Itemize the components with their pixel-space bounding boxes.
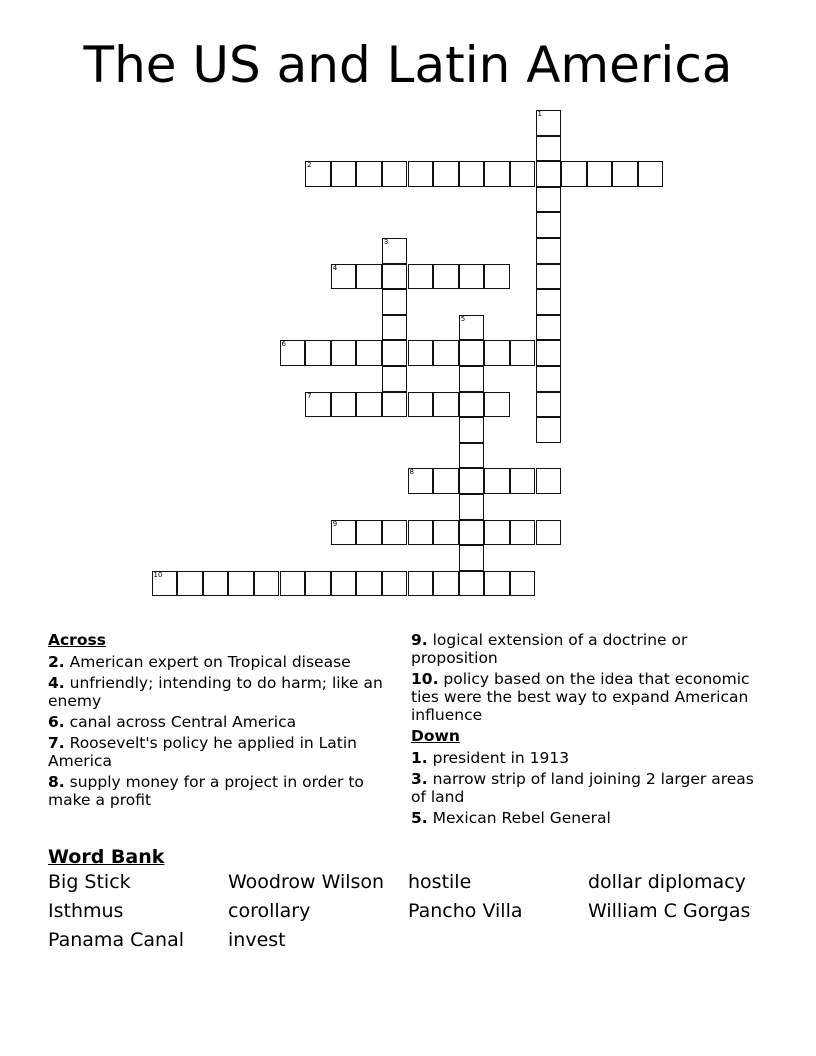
clues-left-column bbox=[48, 631, 388, 812]
across-heading: Across bbox=[48, 631, 106, 649]
clue-number: 3. bbox=[411, 770, 428, 788]
clue-number: 6. bbox=[48, 713, 65, 731]
grid-cell[interactable] bbox=[484, 161, 510, 187]
word-bank-item: Panama Canal bbox=[48, 929, 184, 951]
grid-cell[interactable] bbox=[152, 571, 178, 597]
grid-cell[interactable] bbox=[536, 340, 562, 366]
grid-cell[interactable] bbox=[459, 494, 485, 520]
grid-cell[interactable] bbox=[408, 161, 434, 187]
cell-number: 10 bbox=[153, 570, 163, 579]
clue-text: narrow strip of land joining 2 larger areas of land bbox=[411, 770, 754, 806]
clue-number: 4. bbox=[48, 674, 65, 692]
grid-cell[interactable] bbox=[536, 520, 562, 546]
word-bank bbox=[48, 872, 788, 951]
word-bank-item: hostile bbox=[408, 871, 472, 893]
grid-cell[interactable] bbox=[356, 520, 382, 546]
grid-cell[interactable] bbox=[433, 340, 459, 366]
grid-cell[interactable] bbox=[382, 340, 408, 366]
down-heading: Down bbox=[411, 727, 460, 745]
grid-cell[interactable] bbox=[587, 161, 613, 187]
grid-cell[interactable] bbox=[484, 468, 510, 494]
grid-cell[interactable] bbox=[536, 468, 562, 494]
cell-number: 4 bbox=[332, 263, 338, 272]
cell-number: 2 bbox=[307, 161, 312, 170]
grid-cell[interactable] bbox=[408, 520, 434, 546]
grid-cell[interactable] bbox=[331, 571, 357, 597]
grid-cell[interactable] bbox=[459, 443, 485, 469]
grid-cell[interactable] bbox=[408, 571, 434, 597]
grid-cell[interactable] bbox=[536, 392, 562, 418]
cell-number: 3 bbox=[383, 238, 389, 246]
grid-cell[interactable] bbox=[459, 161, 485, 187]
clue-down-1 bbox=[411, 749, 756, 767]
clue-number: 8. bbox=[48, 773, 65, 791]
grid-cell[interactable] bbox=[356, 340, 382, 366]
grid-cell[interactable] bbox=[638, 161, 664, 187]
grid-cell[interactable] bbox=[356, 571, 382, 597]
clue-text: canal across Central America bbox=[69, 713, 297, 731]
grid-cell[interactable] bbox=[382, 315, 408, 341]
grid-cell[interactable] bbox=[382, 264, 408, 290]
grid-cell[interactable] bbox=[536, 238, 562, 264]
grid-cell[interactable] bbox=[433, 161, 459, 187]
grid-cell[interactable] bbox=[484, 340, 510, 366]
grid-cell[interactable] bbox=[356, 264, 382, 290]
cell-number: 5 bbox=[460, 314, 466, 323]
grid-cell[interactable] bbox=[484, 520, 510, 546]
grid-cell[interactable] bbox=[459, 366, 485, 392]
grid-cell[interactable] bbox=[459, 315, 485, 341]
grid-cell[interactable] bbox=[331, 340, 357, 366]
clue-number: 1. bbox=[411, 749, 428, 767]
clue-across-7 bbox=[48, 734, 388, 770]
grid-cell[interactable] bbox=[459, 392, 485, 418]
grid-cell[interactable] bbox=[305, 161, 331, 187]
word-bank-item: William C Gorgas bbox=[588, 900, 751, 922]
grid-cell[interactable] bbox=[510, 340, 536, 366]
grid-cell[interactable] bbox=[408, 264, 434, 290]
clue-text: American expert on Tropical disease bbox=[69, 653, 351, 671]
cell-number: 8 bbox=[409, 468, 414, 477]
grid-cell[interactable] bbox=[331, 520, 357, 546]
clue-down-5 bbox=[411, 809, 756, 827]
grid-cell[interactable] bbox=[536, 366, 562, 392]
grid-cell[interactable] bbox=[305, 571, 331, 597]
word-bank-item: corollary bbox=[228, 900, 311, 922]
grid-cell[interactable] bbox=[536, 289, 562, 315]
grid-cell[interactable] bbox=[305, 340, 331, 366]
grid-cell[interactable] bbox=[484, 264, 510, 290]
cell-number: 7 bbox=[307, 391, 312, 400]
word-bank-item: Pancho Villa bbox=[408, 900, 523, 922]
cell-number: 1 bbox=[537, 110, 542, 118]
grid-cell[interactable] bbox=[484, 571, 510, 597]
grid-cell[interactable] bbox=[433, 392, 459, 418]
grid-cell[interactable] bbox=[459, 545, 485, 571]
clue-across-9 bbox=[411, 631, 756, 667]
clue-across-8 bbox=[48, 773, 388, 809]
grid-cell[interactable] bbox=[331, 392, 357, 418]
page-title: The US and Latin America bbox=[83, 36, 733, 94]
grid-cell[interactable] bbox=[408, 392, 434, 418]
clue-number: 9. bbox=[411, 631, 428, 649]
grid-cell[interactable] bbox=[408, 340, 434, 366]
word-bank-item: Big Stick bbox=[48, 871, 131, 893]
word-bank-item: invest bbox=[228, 929, 286, 951]
grid-cell[interactable] bbox=[536, 264, 562, 290]
grid-cell[interactable] bbox=[510, 161, 536, 187]
grid-cell[interactable] bbox=[280, 571, 306, 597]
grid-cell[interactable] bbox=[510, 468, 536, 494]
grid-cell[interactable] bbox=[459, 417, 485, 443]
grid-cell[interactable] bbox=[203, 571, 229, 597]
grid-cell[interactable] bbox=[356, 161, 382, 187]
grid-cell[interactable] bbox=[536, 212, 562, 238]
grid-cell[interactable] bbox=[510, 520, 536, 546]
grid-cell[interactable] bbox=[382, 392, 408, 418]
grid-cell[interactable] bbox=[459, 571, 485, 597]
grid-cell[interactable] bbox=[536, 417, 562, 443]
grid-cell[interactable] bbox=[612, 161, 638, 187]
grid-cell[interactable] bbox=[459, 468, 485, 494]
grid-cell[interactable] bbox=[536, 315, 562, 341]
clue-across-10 bbox=[411, 670, 756, 724]
grid-cell[interactable] bbox=[561, 161, 587, 187]
word-bank-heading: Word Bank bbox=[48, 846, 165, 868]
grid-cell[interactable] bbox=[382, 238, 408, 264]
clue-text: Roosevelt's policy he applied in Latin America bbox=[48, 734, 357, 770]
grid-cell[interactable] bbox=[382, 571, 408, 597]
grid-cell[interactable] bbox=[536, 110, 562, 136]
grid-cell[interactable] bbox=[177, 571, 203, 597]
grid-cell[interactable] bbox=[280, 340, 306, 366]
clue-across-6 bbox=[48, 713, 388, 731]
clue-across-4 bbox=[48, 674, 388, 710]
grid-cell[interactable] bbox=[459, 520, 485, 546]
grid-cell[interactable] bbox=[356, 392, 382, 418]
word-bank-item: Isthmus bbox=[48, 900, 124, 922]
grid-cell[interactable] bbox=[408, 468, 434, 494]
grid-cell[interactable] bbox=[433, 571, 459, 597]
clue-text: logical extension of a doctrine or proposition bbox=[411, 631, 688, 667]
grid-cell[interactable] bbox=[536, 187, 562, 213]
grid-cell[interactable] bbox=[484, 392, 510, 418]
grid-cell[interactable] bbox=[510, 571, 536, 597]
clue-number: 5. bbox=[411, 809, 428, 827]
grid-cell[interactable] bbox=[536, 161, 562, 187]
clue-across-2 bbox=[48, 653, 388, 671]
grid-cell[interactable] bbox=[228, 571, 254, 597]
clue-down-3 bbox=[411, 770, 756, 806]
clue-text: Mexican Rebel General bbox=[432, 809, 611, 827]
grid-cell[interactable] bbox=[331, 161, 357, 187]
clue-number: 2. bbox=[48, 653, 65, 671]
grid-cell[interactable] bbox=[459, 264, 485, 290]
word-bank-item: Woodrow Wilson bbox=[228, 871, 385, 893]
grid-cell[interactable] bbox=[536, 136, 562, 162]
grid-cell[interactable] bbox=[382, 161, 408, 187]
grid-cell[interactable] bbox=[331, 264, 357, 290]
clue-text: policy based on the idea that economic ties were the best way to expand American influence bbox=[411, 670, 750, 724]
grid-cell[interactable] bbox=[305, 392, 331, 418]
cell-number: 6 bbox=[281, 340, 286, 349]
clues-right-column bbox=[411, 631, 756, 830]
word-bank-item: dollar diplomacy bbox=[588, 871, 746, 893]
clue-text: supply money for a project in order to make a profit bbox=[48, 773, 364, 809]
grid-cell[interactable] bbox=[254, 571, 280, 597]
grid-cell[interactable] bbox=[382, 289, 408, 315]
cell-number: 9 bbox=[332, 519, 338, 528]
clue-number: 7. bbox=[48, 734, 65, 752]
grid-cell[interactable] bbox=[459, 340, 485, 366]
grid-cell[interactable] bbox=[382, 366, 408, 392]
grid-cell[interactable] bbox=[382, 520, 408, 546]
grid-cell[interactable] bbox=[433, 264, 459, 290]
grid-cell[interactable] bbox=[433, 468, 459, 494]
clue-number: 10. bbox=[411, 670, 439, 688]
clue-text: unfriendly; intending to do harm; like an enemy bbox=[48, 674, 383, 710]
grid-cell[interactable] bbox=[433, 520, 459, 546]
clue-text: president in 1913 bbox=[432, 749, 570, 767]
